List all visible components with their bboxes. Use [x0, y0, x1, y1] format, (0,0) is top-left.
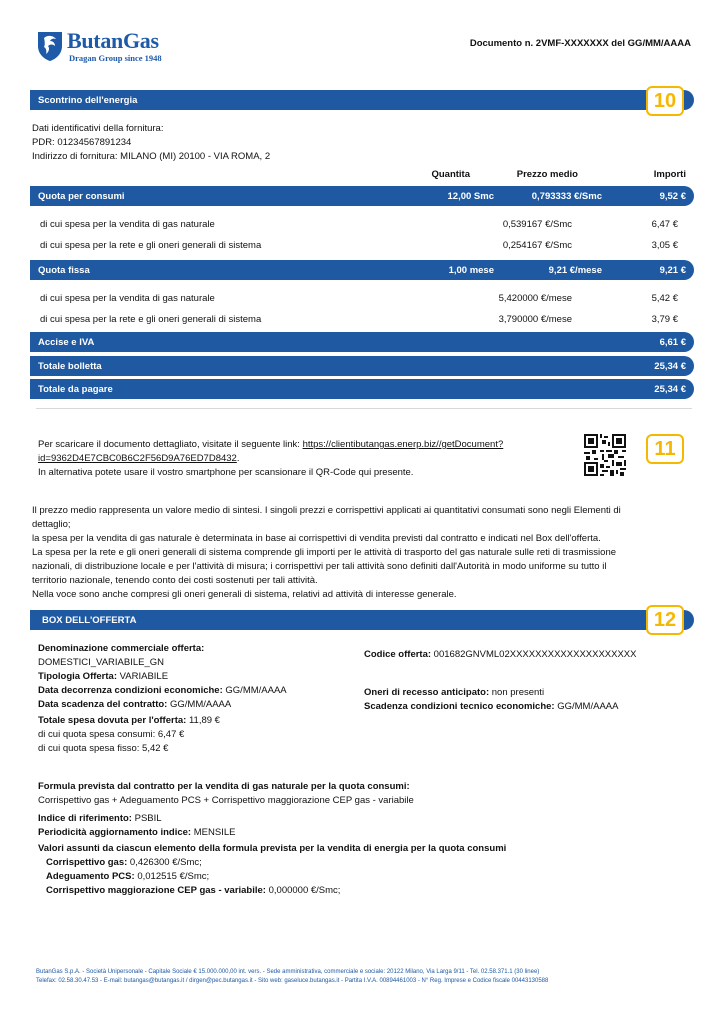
consumi-vendita-label: di cui spesa per la vendita di gas naturale: [40, 219, 215, 230]
fissa-rete-label: di cui spesa per la rete e gli oneri generali di sistema: [40, 314, 262, 325]
footer-line-1: ButanGas S.p.A. - Società Unipersonale - Capitale Sociale € 15.000.000,00 int. vers. - Sede amministrativa, commerciale e sociale: 20122 Milano, Via Larga 9/11 - Tel. 02.58.371.1 (30 linee): [36, 969, 540, 975]
offer-valori-label: Valori assunti da ciascun elemento della formula prevista per la vendita di energia per la quota consumi: [38, 843, 507, 854]
offer-totale-label: Totale spesa dovuta per l'offerta:: [38, 715, 187, 726]
offer-codice: [364, 648, 636, 661]
offer-cep-label: Corrispettivo maggiorazione CEP gas - variabile:: [46, 885, 266, 896]
offer-tipologia-value: VARIABILE: [117, 671, 169, 682]
offer-corrispettivo-gas: [46, 856, 202, 869]
consumi-rete-label: di cui spesa per la rete e gli oneri generali di sistema: [40, 240, 262, 251]
offer-denominazione-label: Denominazione commerciale offerta:: [38, 643, 205, 654]
dragon-shield-icon: [36, 30, 64, 62]
fissa-vendita-amount: 5,42 €: [651, 293, 678, 304]
offer-scadenza-tec-value: GG/MM/AAAA: [554, 701, 619, 712]
offer-indice-value: PSBIL: [131, 813, 162, 824]
offer-periodicita-value: MENSILE: [191, 827, 236, 838]
download-link-part-1[interactable]: https://clientibutangas.enerp.biz//getDocument?: [302, 439, 504, 450]
offer-indice-label: Indice di riferimento:: [38, 813, 132, 824]
consumi-vendita-amount: 6,47 €: [651, 219, 678, 230]
document-number: Documento n. 2VMF-XXXXXXX del GG/MM/AAAA: [469, 38, 691, 49]
quota-consumi-amount: 9,52 €: [659, 190, 686, 202]
col-header-amount: Importi: [653, 169, 686, 180]
company-footer: [36, 968, 548, 985]
quota-fissa-label: Quota fissa: [38, 264, 90, 276]
download-line-1: [38, 438, 503, 451]
offer-codice-value: 001682GNVML02XXXXXXXXXXXXXXXXXXXX: [431, 649, 637, 660]
offer-scadenza: [38, 698, 231, 711]
note-line-6: territorio nazionale, tenendo conto dei costi sostenuti per tali attività.: [32, 575, 318, 586]
accise-label: Accise e IVA: [38, 336, 95, 348]
offer-pcs-value: 0,012515 €/Smc;: [134, 871, 210, 882]
supply-address: Indirizzo di fornitura: MILANO (MI) 20100 - VIA ROMA, 2: [32, 151, 271, 162]
totale-bolletta-label: Totale bolletta: [38, 360, 102, 372]
offer-tipologia: [38, 670, 168, 683]
offer-section-title: BOX DELL'OFFERTA: [42, 614, 137, 626]
consumi-vendita-price: 0,539167 €/Smc: [502, 219, 572, 230]
note-line-4: La spesa per la rete e gli oneri generali di sistema comprende gli importi per le attività di trasporto del gas naturale sulle reti di trasmissione: [32, 547, 617, 558]
consumi-rete-price: 0,254167 €/Smc: [502, 240, 572, 251]
fissa-rete-price: 3,790000 €/mese: [498, 314, 572, 325]
offer-decorrenza-value: GG/MM/AAAA: [222, 685, 287, 696]
row-quota-consumi: [30, 186, 694, 206]
divider: [36, 408, 692, 409]
quota-consumi-qty: 12,00 Smc: [447, 190, 494, 202]
consumi-rete-amount: 3,05 €: [651, 240, 678, 251]
offer-corrispettivo-label: Corrispettivo gas:: [46, 857, 128, 868]
offer-corrispettivo-value: 0,426300 €/Smc;: [127, 857, 202, 868]
note-line-2: dettaglio;: [32, 519, 71, 530]
offer-periodicita: [38, 826, 235, 839]
row-quota-fissa: [30, 260, 694, 280]
offer-recesso: [364, 686, 544, 699]
note-line-1: Il prezzo medio rappresenta un valore medio di sintesi. I singoli prezzi e corrispettivi applicati ai quantitativi consumati sono negli Elementi di: [32, 505, 621, 516]
offer-recesso-value: non presenti: [489, 687, 545, 698]
accise-amount: 6,61 €: [659, 336, 686, 348]
offer-recesso-label: Oneri di recesso anticipato:: [364, 687, 490, 698]
fissa-vendita-price: 5,420000 €/mese: [498, 293, 572, 304]
quota-fissa-price: 9,21 €/mese: [548, 264, 602, 276]
offer-periodicita-label: Periodicità aggiornamento indice:: [38, 827, 192, 838]
row-totale-bolletta: [30, 356, 694, 376]
offer-scadenza-tecnica: [364, 700, 618, 713]
offer-totale: [38, 714, 220, 727]
download-link-part-2[interactable]: id=9362D4E7CBC0B6C2F56D9A76ED7D8432: [38, 453, 237, 464]
qr-instruction: In alternativa potete usare il vostro smartphone per scansionare il QR-Code qui presente.: [38, 467, 414, 478]
note-line-3: la spesa per la vendita di gas naturale è determinata in base ai corrispettivi di vendita previsti dal contratto e indicati nel Box dell'offerta.: [32, 533, 601, 544]
row-totale-pagare: [30, 379, 694, 399]
quota-fissa-amount: 9,21 €: [659, 264, 686, 276]
col-header-quantity: Quantita: [431, 169, 470, 180]
offer-scadenza-value: GG/MM/AAAA: [167, 699, 232, 710]
offer-decorrenza: [38, 684, 287, 697]
offer-adeguamento-pcs: [46, 870, 209, 883]
offer-cep-value: 0,000000 €/Smc;: [265, 885, 341, 896]
footer-line-2: Telefax: 02.58.30.47.53 - E-mail: butangas@butangas.it / dirgen@pec.butangas.it - Sito web: gaseluce.butangas.it - Partita I.V.A. 00894461003 - N° Reg. Imprese e Codice fiscale 00443130588: [36, 977, 549, 984]
quota-consumi-label: Quota per consumi: [38, 190, 125, 202]
offer-totale-value: 11,89 €: [186, 715, 220, 726]
logo-tagline: Dragan Group since 1948: [69, 53, 162, 63]
download-link-suffix: .: [236, 453, 240, 464]
col-header-price: Prezzo medio: [516, 169, 578, 180]
supply-label: Dati identificativi della fornitura:: [32, 123, 164, 134]
totale-pagare-amount: 25,34 €: [654, 383, 686, 395]
section-badge-10: 10: [646, 86, 684, 116]
logo-name: ButanGas: [67, 28, 159, 53]
pdr-code: PDR: 01234567891234: [32, 137, 132, 148]
fissa-vendita-label: di cui spesa per la vendita di gas naturale: [40, 293, 215, 304]
fissa-rete-amount: 3,79 €: [651, 314, 678, 325]
offer-quota-fisso: di cui quota spesa fisso: 5,42 €: [38, 743, 169, 754]
offer-scadenza-label: Data scadenza del contratto:: [38, 699, 168, 710]
quota-fissa-qty: 1,00 mese: [448, 264, 494, 276]
row-accise-iva: [30, 332, 694, 352]
offer-denominazione-value: DOMESTICI_VARIABILE_GN: [38, 657, 164, 668]
note-line-5: nazionali, di distribuzione locale e per l'attività di misura; i corrispettivi per tali attività sono definiti dall'Autorità in modo uniforme su tutto il: [32, 561, 607, 572]
qr-code[interactable]: [584, 434, 626, 476]
energy-section-header: [30, 90, 694, 110]
note-line-7: Nella voce sono anche compresi gli oneri generali di sistema, relativi ad attività di interesse generale.: [32, 589, 457, 600]
section-badge-11: 11: [646, 434, 684, 464]
section-badge-12: 12: [646, 605, 684, 635]
offer-scadenza-tec-label: Scadenza condizioni tecnico economiche:: [364, 701, 555, 712]
totale-pagare-label: Totale da pagare: [38, 383, 113, 395]
download-prefix: Per scaricare il documento dettagliato, visitate il seguente link:: [38, 439, 303, 450]
offer-codice-label: Codice offerta:: [364, 649, 432, 660]
offer-quota-consumi: di cui quota spesa consumi: 6,47 €: [38, 729, 185, 740]
energy-section-title: Scontrino dell'energia: [38, 94, 138, 106]
offer-decorrenza-label: Data decorrenza condizioni economiche:: [38, 685, 223, 696]
offer-tipologia-label: Tipologia Offerta:: [38, 671, 117, 682]
offer-indice: [38, 812, 162, 825]
download-line-2: [38, 452, 239, 465]
offer-pcs-label: Adeguamento PCS:: [46, 871, 135, 882]
offer-section-header: [30, 610, 694, 630]
quota-consumi-price: 0,793333 €/Smc: [531, 190, 602, 202]
offer-cep: [46, 884, 340, 897]
totale-bolletta-amount: 25,34 €: [654, 360, 686, 372]
offer-formula-value: Corrispettivo gas + Adeguamento PCS + Corrispettivo maggiorazione CEP gas - variabile: [38, 795, 414, 806]
offer-formula-label: Formula prevista dal contratto per la vendita di gas naturale per la quota consumi:: [38, 781, 410, 792]
butangas-logo: [36, 30, 162, 63]
